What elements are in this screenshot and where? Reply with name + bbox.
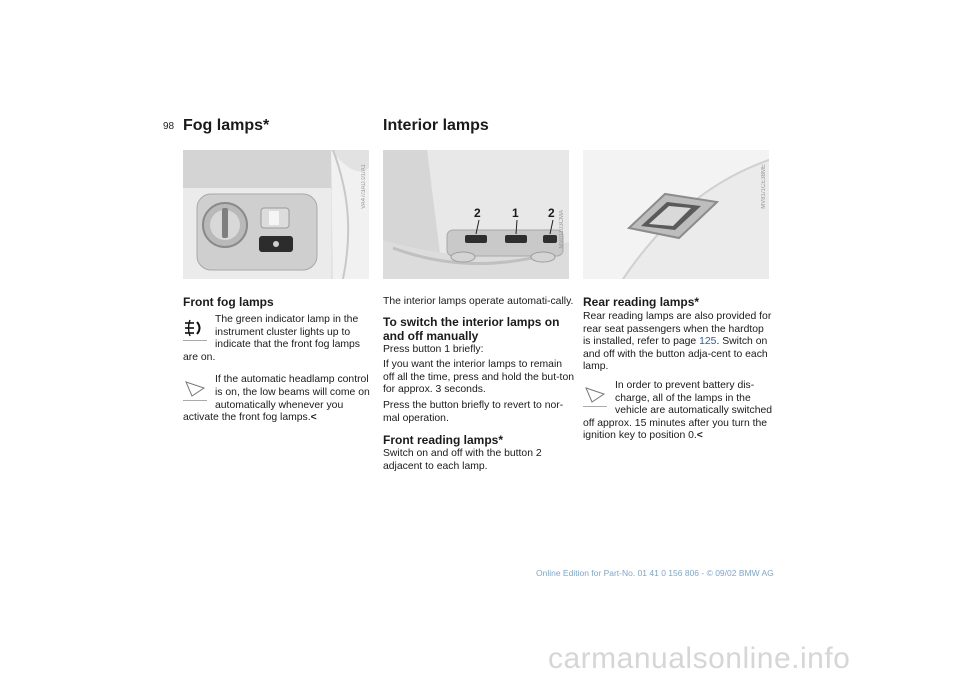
intro-text: The interior lamps operate automati-cally. [383,296,574,307]
note-icon [183,376,207,401]
column-interior-lamps [383,296,575,479]
headlamp-note [183,370,373,424]
indicator-note [183,314,373,364]
section-heading: Front reading lamps* [383,433,504,448]
note-text: If the automatic headlamp control is on, the low beams will come on automatically whenever you activate the front fog lamps. [183,374,370,424]
headlamp-switch-photo [183,150,369,279]
heading-fog-lamps: Fog lamps* [183,117,270,134]
body-text: . Switch on and off with the button adja-cent to each lamp. [583,336,768,373]
body-text: Rear reading lamps are also provided for rear seat passengers when the hardtop is installed, refer to page [583,311,772,348]
callout-label: 1 [512,206,519,220]
note-icon [583,382,607,407]
rear-reading-lamp-photo [583,150,769,279]
interior-lamp-buttons-photo [383,150,569,279]
callout-label: 2 [474,206,481,220]
column-front-fog-lamps [183,296,373,431]
heading-interior-lamps: Interior lamps [383,117,489,134]
section-heading: To switch the interior lamps on and off manually [383,314,560,343]
image-code: VA47/3AD.01/A1 [361,164,367,209]
section-heading: Front fog lamps [183,295,274,309]
footer-edition-text: Online Edition for Part-No. 01 41 0 156 806 - © 09/02 BMW AG [536,568,774,578]
end-mark: < [310,412,317,424]
watermark: carmanualsonline.info [548,642,851,675]
image-code: MV01103CMA [559,210,565,249]
battery-note [583,380,773,443]
page-reference-link[interactable]: 125 [699,336,717,348]
image-code: MV81/1CE38ME [761,164,767,209]
note-text: In order to prevent battery dis-charge, all of the lamps in the vehicle are automatically switched off approx. 15 minutes after you turn the ignition key to position 0. [583,379,773,442]
page-number: 98 [163,121,175,132]
body-text: Switch on and off with the button 2 adjacent to each lamp. [383,448,542,472]
body-text: Press the button briefly to revert to nor-mal operation. [383,399,564,424]
end-mark: < [696,430,703,442]
callout-label: 2 [548,206,555,220]
body-text: If you want the interior lamps to remain off all the time, press and hold the but-ton for approx. 3 seconds. [383,359,574,396]
note-text: The green indicator lamp in the instrument cluster lights up to indicate that the front fog lamps are on. [183,314,360,363]
body-text: Press button 1 briefly: [383,343,484,355]
fog-lamp-indicator-icon [183,316,207,341]
column-rear-reading-lamps [583,296,773,449]
section-heading: Rear reading lamps* [583,295,700,309]
